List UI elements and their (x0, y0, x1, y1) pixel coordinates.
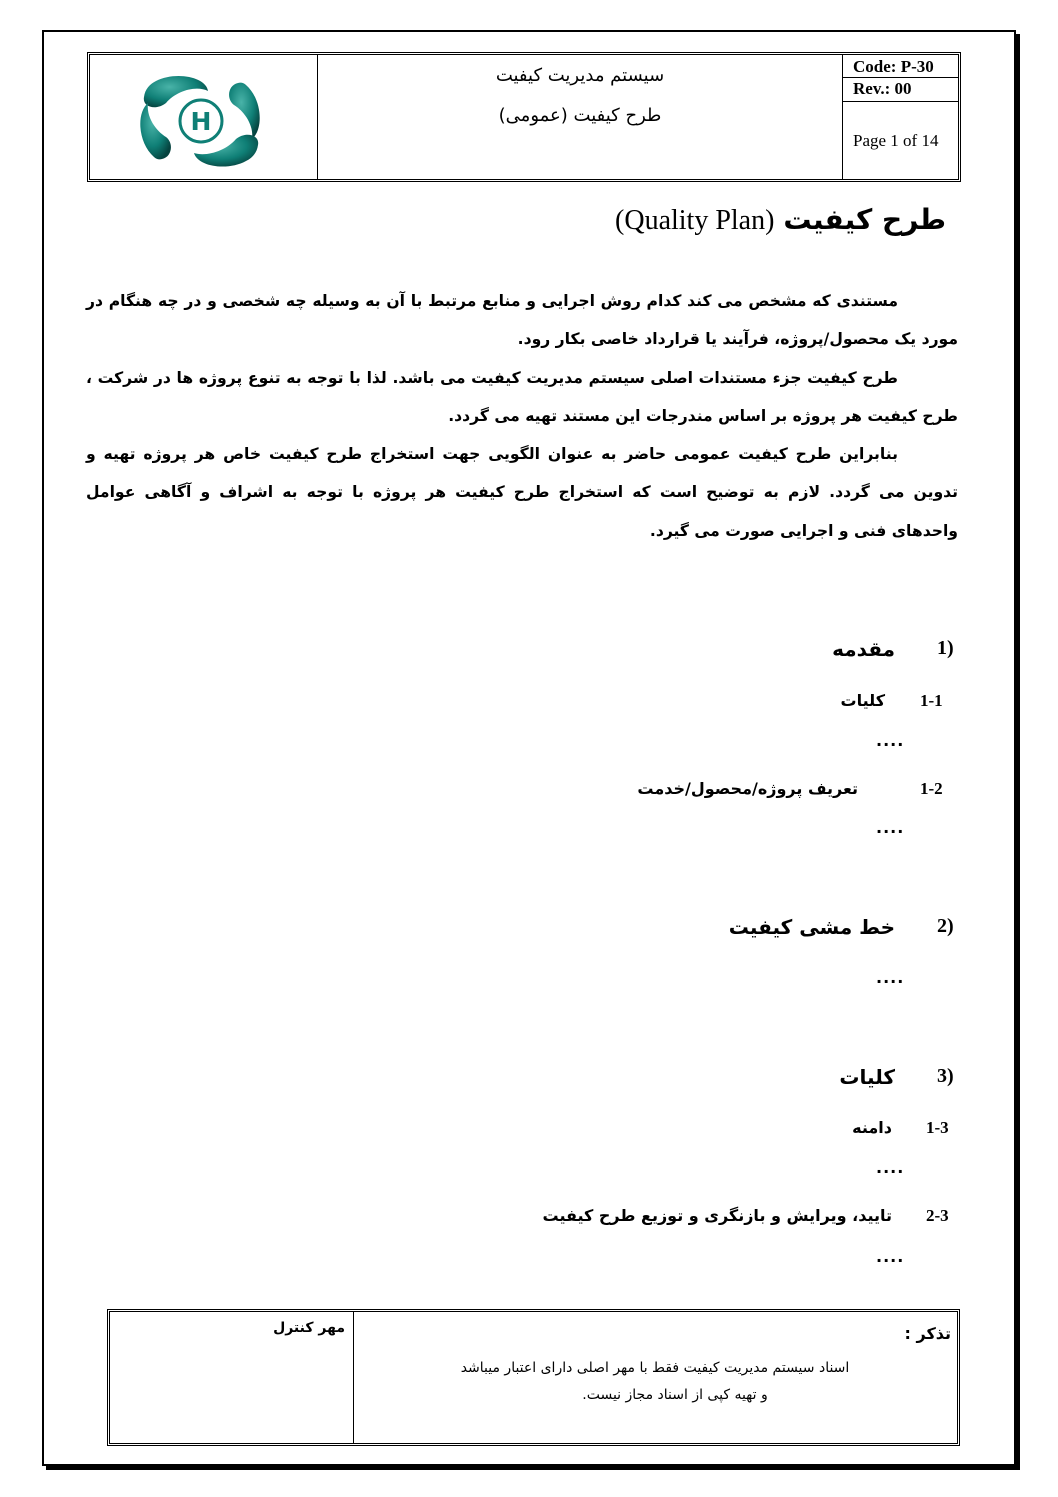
header-meta-cell (843, 55, 958, 179)
section-2-placeholder: .... (876, 968, 905, 987)
header-doc-title: طرح کیفیت (عمومی) (498, 105, 662, 126)
section-1-1-number: 1-1 (920, 691, 943, 710)
section-3-2-placeholder: .... (876, 1247, 905, 1266)
note-line-2: و تهیه کپی از اسناد مجاز نیست. (582, 1387, 768, 1403)
intro-paragraph-3: بنابراین طرح کیفیت عمومی حاضر به عنوان الگویی جهت استخراج طرح کیفیت خاص هر پروژه تهیه و تدوین می گردد. لازم به توضیح است که استخراج طرح کیفیت هر پروژه با توجه به اشراف و آگاهی عوامل واحدهای فنی و اجرایی صورت می گیرد. (86, 445, 958, 540)
page-title-en: (Quality Plan) (615, 205, 775, 236)
section-1-2-title: تعریف پروژه/محصول/خدمت (637, 779, 858, 798)
logo-cell (90, 55, 318, 179)
page-border (42, 30, 1016, 1466)
section-2-title: خط مشی کیفیت (728, 915, 895, 939)
page-title (615, 203, 946, 237)
section-3-2-title: تایید، ویرایش و بازنگری و توزیع طرح کیفیت (542, 1206, 892, 1225)
note-line-1: اسناد سیستم مدیریت کیفیت فقط با مهر اصلی دارای اعتبار میباشد (460, 1360, 850, 1376)
section-3-number: 3) (937, 1065, 954, 1087)
document-header (87, 52, 961, 182)
section-3-title: کلیات (839, 1065, 895, 1089)
section-1-2-number: 1-2 (920, 779, 943, 798)
header-title-cell (318, 55, 843, 179)
note-cell (353, 1312, 957, 1443)
section-1-1-title: کلیات (840, 691, 885, 710)
section-2-number: 2) (937, 915, 954, 937)
page-title-fa: طرح کیفیت (783, 203, 946, 236)
note-label: تذکر : (904, 1324, 951, 1343)
page-number: Page 1 of 14 (853, 131, 939, 150)
section-3-1-number: 1-3 (926, 1118, 949, 1137)
section-3-2-number: 2-3 (926, 1206, 949, 1225)
header-system-title: سیستم مدیریت کیفیت (495, 65, 665, 86)
footer-box (107, 1309, 960, 1446)
meta-divider (843, 101, 958, 102)
company-logo (136, 73, 266, 168)
section-1-1-placeholder: .... (876, 731, 905, 750)
section-3-1-placeholder: .... (876, 1158, 905, 1177)
intro-paragraph-2: طرح کیفیت جزء مستندات اصلی سیستم مدیریت کیفیت می باشد. لذا با توجه به تنوع پروژه ها در شرکت ، طرح کیفیت هر پروژه بر اساس مندرجات این مستند تهیه می گردد. (86, 368, 958, 425)
logo-letter: H (190, 107, 212, 136)
intro-paragraph-1: مستندی که مشخص می کند کدام روش اجرایی و منابع مرتبط با آن به وسیله چه شخصی و در چه هنگام در مورد یک محصول/پروژه، فرآیند یا قرارداد خاصی بکار رود. (86, 292, 958, 349)
section-1-2-placeholder: .... (876, 818, 905, 837)
stamp-label: مهر کنترل (273, 1320, 345, 1336)
doc-code: Code: P-30 (853, 57, 934, 76)
intro-text (86, 282, 958, 550)
section-1-title: مقدمه (832, 637, 895, 661)
section-3-1-title: دامنه (852, 1118, 892, 1137)
section-1-number: 1) (937, 637, 954, 659)
meta-divider (843, 77, 958, 78)
doc-revision: Rev.: 00 (853, 79, 912, 98)
stamp-cell (110, 1312, 354, 1443)
